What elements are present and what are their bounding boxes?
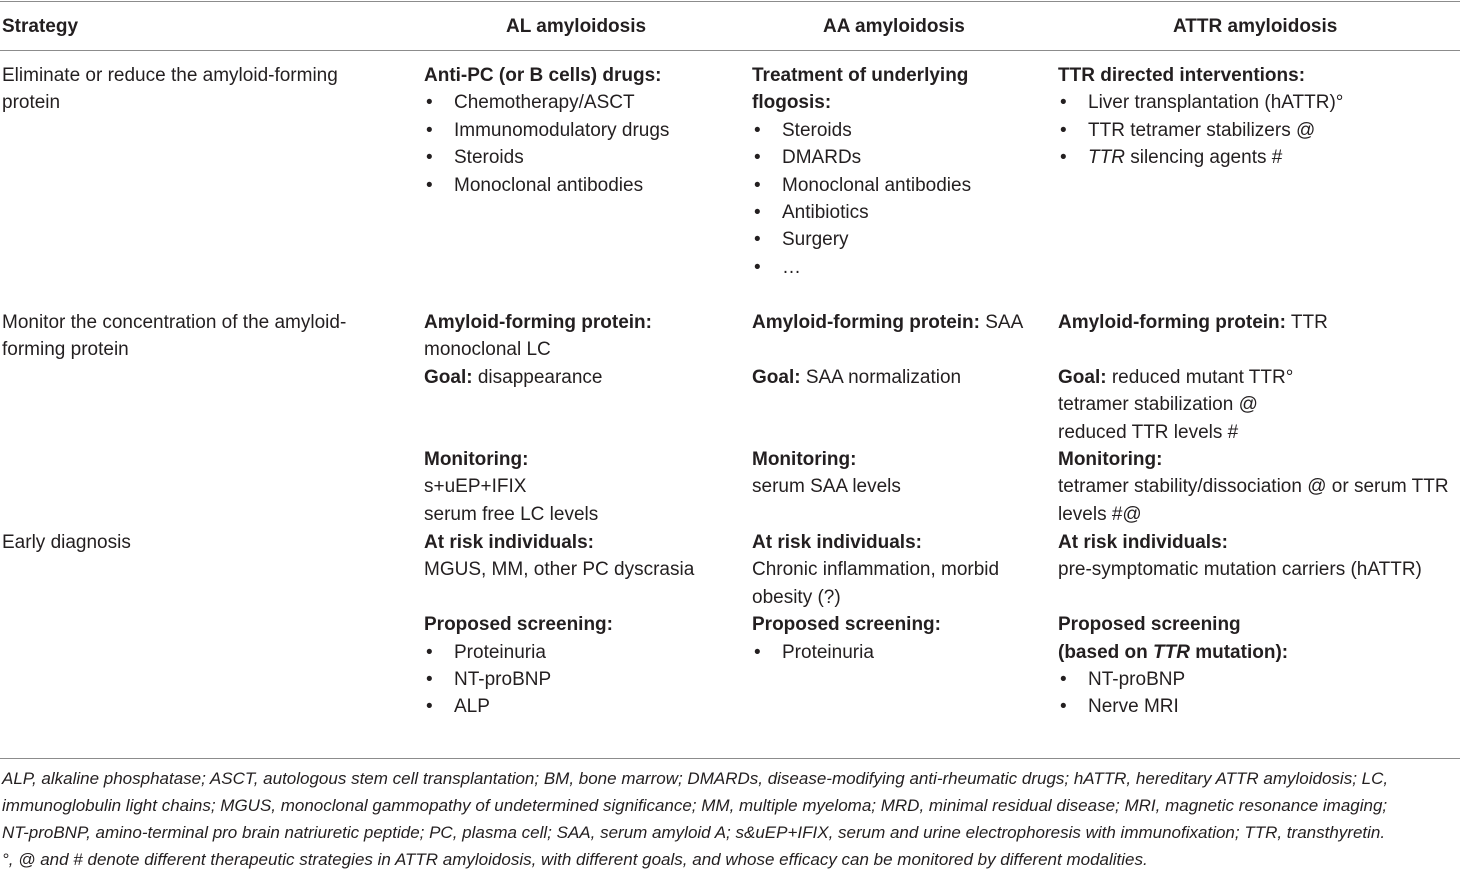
- list-item: • Chemotherapy/ASCT: [424, 89, 734, 116]
- row2-aa-monitoring-label: Monitoring:: [752, 448, 857, 470]
- row3-al-screening-label: Proposed screening:: [424, 614, 613, 636]
- gene-name: TTR: [1153, 641, 1190, 663]
- list-item: • ALP: [424, 693, 734, 720]
- goal-value: SAA normalization: [800, 366, 962, 388]
- goal-label: Goal:: [752, 366, 801, 388]
- row2-strategy-line: Monitor the concentration of the amyloid-: [2, 312, 347, 333]
- list-item: • Surgery: [752, 226, 1042, 253]
- row2-attr-goal-line: reduced TTR levels #: [1058, 421, 1239, 443]
- goal-label: Goal:: [424, 366, 473, 388]
- row1-strategy-line: Eliminate or reduce the amyloid-forming: [2, 65, 338, 86]
- row3-attr-screening-label: Proposed screening: [1058, 614, 1241, 636]
- header-al: AL amyloidosis: [506, 16, 647, 37]
- row2-al-monitoring-line: s+uEP+IFIX: [424, 476, 527, 498]
- list-item: • Steroids: [424, 144, 734, 171]
- row1-strategy-line: protein: [2, 92, 61, 114]
- row2-strategy-line: forming protein: [2, 339, 129, 361]
- row1-aa-heading-line: Treatment of underlying: [752, 65, 969, 86]
- footnote-line: immunoglobulin light chains; MGUS, monoclonal gammopathy of undetermined significance; MM, multiple myeloma; MRD, minimal residual disease; MRI, magnetic resonance imaging;: [2, 796, 1388, 815]
- row2-aa-monitoring-line: serum SAA levels: [752, 476, 901, 498]
- row3-aa: [752, 529, 1042, 666]
- row2-al-protein-value: monoclonal LC: [424, 339, 551, 361]
- gene-name: TTR: [1088, 147, 1125, 169]
- list-item: • Nerve MRI: [1058, 693, 1458, 720]
- header-strategy: Strategy: [2, 16, 79, 37]
- row2-aa-goal: [752, 364, 1047, 391]
- list-item: • NT-proBNP: [1058, 666, 1458, 693]
- row1-attr: [1058, 62, 1458, 172]
- footnote-line: NT-proBNP, amino-terminal pro brain natriuretic peptide; PC, plasma cell; SAA, serum amyloid A; s&uEP+IFIX, serum and urine electrophoresis with immunofixation; TTR, transthyretin.: [2, 823, 1386, 842]
- row1-attr-heading: TTR directed interventions:: [1058, 65, 1306, 86]
- row1-aa-list: [752, 117, 1042, 281]
- row3-al: [424, 529, 734, 721]
- footnote-line: °, @ and # denote different therapeutic strategies in ATTR amyloidosis, with different goals, and whose efficacy can be monitored by different modalities.: [2, 850, 1148, 869]
- list-item: • NT-proBNP: [424, 666, 734, 693]
- protein-value: SAA: [979, 312, 1024, 333]
- list-item: [1058, 144, 1458, 171]
- row2-al-goal: [424, 364, 734, 391]
- row2-attr-protein: [1058, 309, 1458, 336]
- row2-al: [424, 309, 734, 528]
- row3-aa-list: [752, 639, 1042, 666]
- goal-value: reduced mutant TTR°: [1106, 366, 1294, 388]
- list-item: • Liver transplantation (hATTR)°: [1058, 89, 1458, 116]
- row1-strategy: [2, 62, 392, 117]
- list-item: • DMARDs: [752, 144, 1042, 171]
- row1-attr-list: [1058, 89, 1458, 171]
- footnote-line: ALP, alkaline phosphatase; ASCT, autologous stem cell transplantation; BM, bone marrow; DMARDs, disease-modifying anti-rheumatic drugs; hATTR, hereditary ATTR amyloidosis; LC,: [2, 769, 1389, 788]
- table-bottom-rule: [0, 758, 1460, 759]
- list-item: • …: [752, 254, 1042, 281]
- item-text: silencing agents #: [1124, 147, 1283, 169]
- row3-al-list: [424, 639, 734, 721]
- list-item: • Steroids: [752, 117, 1042, 144]
- row3-strategy-line: Early diagnosis: [2, 532, 131, 553]
- table-footnote: [2, 765, 1458, 873]
- header-bottom-rule: [0, 50, 1460, 51]
- row2-strategy: [2, 309, 392, 364]
- row3-attr-list: [1058, 666, 1458, 721]
- row2-aa-protein: [752, 309, 1047, 336]
- row1-aa: [752, 62, 1042, 281]
- row1-al-list: [424, 89, 734, 199]
- row3-attr: [1058, 529, 1458, 721]
- row2-attr: [1058, 309, 1458, 528]
- header-attr: ATTR amyloidosis: [1173, 16, 1338, 37]
- list-item: • Antibiotics: [752, 199, 1042, 226]
- row1-al-heading: Anti-PC (or B cells) drugs:: [424, 65, 662, 86]
- row2-aa: [752, 309, 1047, 501]
- row3-strategy: [2, 529, 392, 556]
- protein-value: TTR: [1285, 312, 1328, 333]
- row2-al-monitoring-label: Monitoring:: [424, 449, 529, 470]
- table-top-rule: [0, 1, 1460, 2]
- row2-al-protein-label: Amyloid-forming protein:: [424, 312, 652, 333]
- row3-aa-screening-label: Proposed screening:: [752, 614, 941, 636]
- list-item: • Monoclonal antibodies: [424, 172, 734, 199]
- list-item: • TTR tetramer stabilizers @: [1058, 117, 1458, 144]
- row2-attr-goal-line: tetramer stabilization @: [1058, 394, 1258, 416]
- row3-al-risk-line: MGUS, MM, other PC dyscrasia: [424, 559, 695, 581]
- row1-aa-heading: [752, 62, 1042, 117]
- row3-aa-risk-line: obesity (?): [752, 586, 841, 608]
- row3-attr-risk-line: pre-symptomatic mutation carriers (hATTR): [1058, 559, 1422, 581]
- goal-value: disappearance: [472, 366, 603, 388]
- row2-al-monitoring-line: serum free LC levels: [424, 503, 599, 525]
- row3-attr-risk-label: At risk individuals:: [1058, 532, 1228, 553]
- row2-attr-goal: [1058, 364, 1458, 391]
- goal-label: Goal:: [1058, 366, 1107, 388]
- list-item: • Proteinuria: [752, 639, 1042, 666]
- row2-attr-monitoring-label: Monitoring:: [1058, 449, 1163, 471]
- row2-attr-monitoring-line: tetramer stability/dissociation @ or serum TTR: [1058, 476, 1449, 498]
- row1-al: [424, 62, 734, 199]
- protein-label: Amyloid-forming protein:: [1058, 312, 1286, 333]
- row3-attr-screening-basis: [1058, 639, 1458, 666]
- row1-aa-heading-line: flogosis:: [752, 92, 832, 114]
- list-item: • Monoclonal antibodies: [752, 172, 1042, 199]
- list-item: • Proteinuria: [424, 639, 734, 666]
- list-item: • Immunomodulatory drugs: [424, 117, 734, 144]
- protein-label: Amyloid-forming protein:: [752, 312, 980, 333]
- row3-aa-risk-label: At risk individuals:: [752, 532, 922, 553]
- row3-aa-risk-line: Chronic inflammation, morbid: [752, 559, 1000, 581]
- screening-basis-prefix: (based on: [1058, 641, 1154, 663]
- row2-attr-monitoring-line: levels #@: [1058, 503, 1142, 525]
- row3-al-risk-label: At risk individuals:: [424, 532, 594, 553]
- header-aa: AA amyloidosis: [823, 16, 965, 37]
- screening-basis-suffix: mutation):: [1189, 641, 1289, 663]
